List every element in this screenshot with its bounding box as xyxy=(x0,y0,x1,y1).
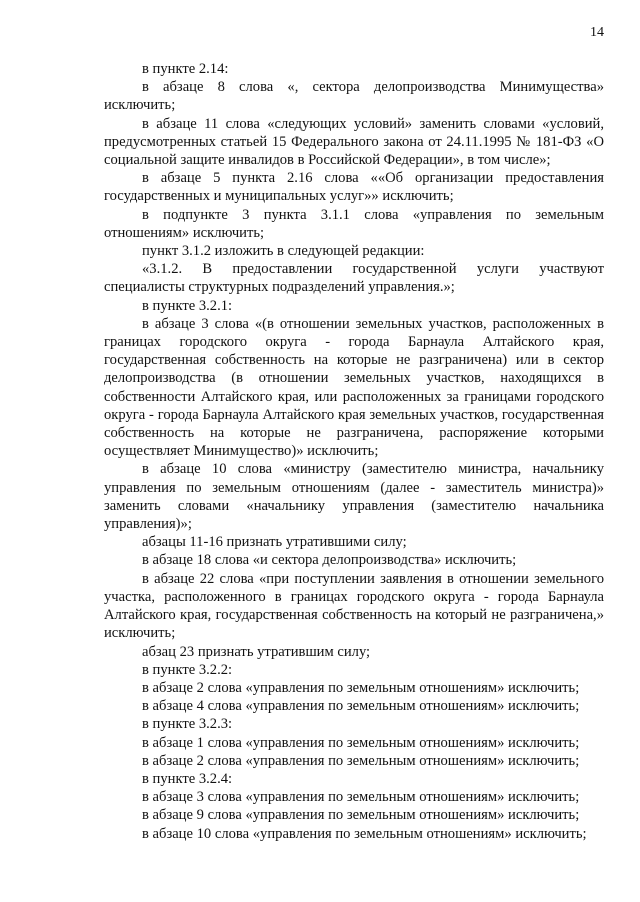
paragraph-2: в абзаце 8 слова «, сектора делопроизводства Минимущества» исключить; xyxy=(104,79,604,114)
paragraph-18: в пункте 3.2.3: xyxy=(142,716,233,733)
paragraph-24: в абзаце 10 слова «управления по земельным отношениям» исключить; xyxy=(142,825,587,842)
paragraph-12: в абзаце 18 слова «и сектора делопроизводства» исключить; xyxy=(142,552,517,569)
paragraph-4: в абзаце 5 пункта 2.16 слова ««Об организации предоставления государственных и муниципальных услуг»» исключить; xyxy=(104,170,604,205)
paragraph-13: в абзаце 22 слова «при поступлении заявления в отношении земельного участка, расположенного в границах городского округа - города Барнаула Алтайского края, государственная собственность на который не разграничена,» исключить; xyxy=(104,570,604,642)
paragraph-3: в абзаце 11 слова «следующих условий» заменить словами «условий, предусмотренных статьей 15 Федерального закона от 24.11.1995 № 181-ФЗ «О социальной защите инвалидов в Российской Федерации», в том числе»; xyxy=(104,115,604,169)
paragraph-16: в абзаце 2 слова «управления по земельным отношениям» исключить; xyxy=(142,679,580,696)
document-body xyxy=(104,60,604,843)
paragraph-20: в абзаце 2 слова «управления по земельным отношениям» исключить; xyxy=(142,752,580,769)
page-number: 14 xyxy=(590,25,604,40)
paragraph-8: в пункте 3.2.1: xyxy=(142,297,233,314)
paragraph-10: в абзаце 10 слова «министру (заместителю министра, начальнику управления по земельным отношениям (далее - заместитель министра)» заменить словами «начальнику управления (заместителю начальника управления)»; xyxy=(104,461,604,533)
paragraph-23: в абзаце 9 слова «управления по земельным отношениям» исключить; xyxy=(142,807,580,824)
paragraph-9: в абзаце 3 слова «(в отношении земельных участков, расположенных в границах городского округа - города Барнаула Алтайского края, государственная собственность на которые не разграничена) или в сектор делопроизводства (в отношении земельных участков, находящихся в собственности Алтайского края, или расположенных за границами городского округа - города Барнаула Алтайского края земельных участков, государственная собственность на которые не разграничена, распоряжение которыми осуществляет Минимущество)» исключить; xyxy=(104,315,604,460)
paragraph-22: в абзаце 3 слова «управления по земельным отношениям» исключить; xyxy=(142,789,580,806)
paragraph-14: абзац 23 признать утратившим силу; xyxy=(142,643,371,660)
paragraph-6: пункт 3.1.2 изложить в следующей редакции: xyxy=(142,243,425,260)
paragraph-7: «3.1.2. В предоставлении государственной услуги участвуют специалисты структурных подразделений управления.»; xyxy=(104,261,604,296)
paragraph-5: в подпункте 3 пункта 3.1.1 слова «управления по земельным отношениям» исключить; xyxy=(104,206,604,241)
paragraph-1: в пункте 2.14: xyxy=(142,61,229,77)
paragraph-11: абзацы 11-16 признать утратившими силу; xyxy=(142,534,407,551)
paragraph-19: в абзаце 1 слова «управления по земельным отношениям» исключить; xyxy=(142,734,580,751)
paragraph-15: в пункте 3.2.2: xyxy=(142,661,233,678)
paragraph-17: в абзаце 4 слова «управления по земельным отношениям» исключить; xyxy=(142,698,580,715)
paragraph-21: в пункте 3.2.4: xyxy=(142,770,233,787)
